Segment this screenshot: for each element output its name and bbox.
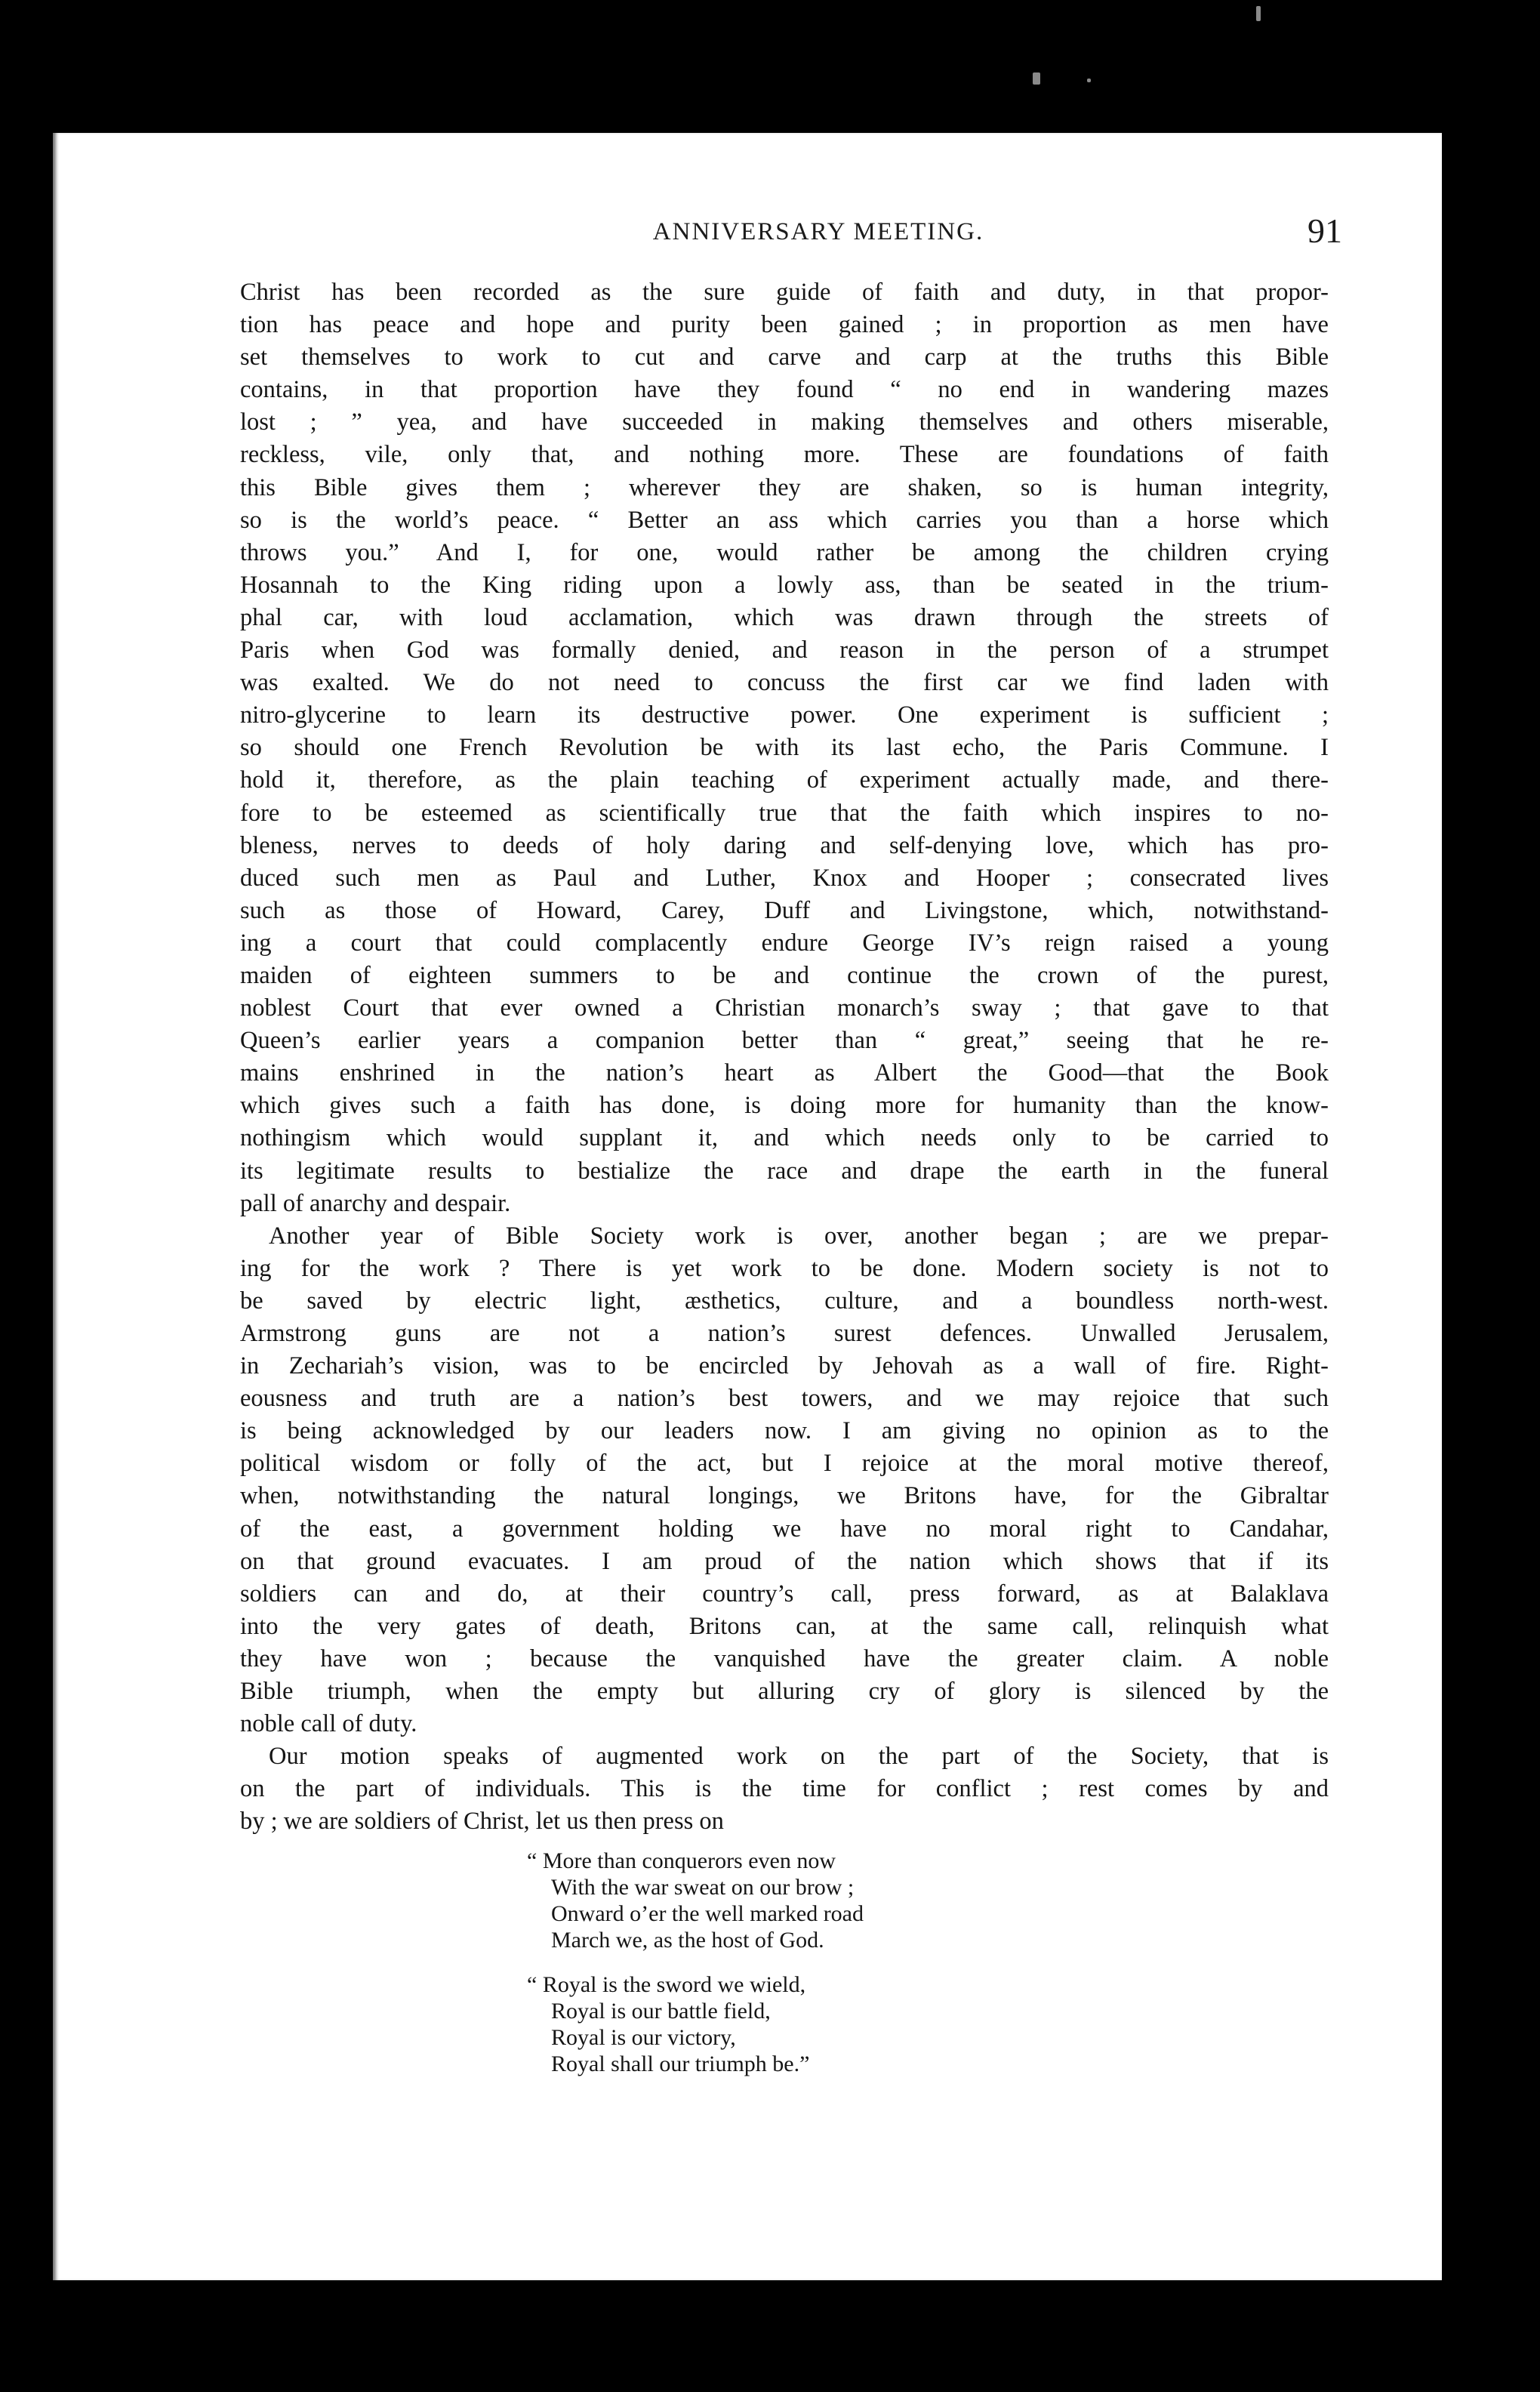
body-text: [240, 276, 1329, 2095]
poem-line: March we, as the host of God.: [551, 1927, 824, 1953]
text-line: ing for the work ? There is yet work to be done. Modern society is not to: [240, 1254, 1329, 1282]
poem-line: “ Royal is the sword we wield,: [527, 1971, 806, 1997]
paragraph: [240, 1740, 1329, 1838]
poem: [527, 1848, 1329, 2077]
text-line: this Bible gives them ; wherever they are shaken, so is human integrity,: [240, 473, 1329, 501]
text-line: its legitimate results to bestialize the race and drape the earth in the funeral: [240, 1157, 1329, 1185]
book-page: [53, 133, 1442, 2280]
text-line: Paris when God was formally denied, and reason in the person of a strumpet: [240, 637, 1329, 664]
page-header: [294, 211, 1342, 256]
text-line: by ; we are soldiers of Christ, let us then press on: [240, 1808, 724, 1836]
text-line: maiden of eighteen summers to be and continue the crown of the purest,: [240, 961, 1329, 989]
text-line: into the very gates of death, Britons can, at the same call, relinquish what: [240, 1612, 1329, 1640]
text-line: which gives such a faith has done, is doing more for humanity than the know-: [240, 1092, 1329, 1120]
text-line: on that ground evacuates. I am proud of the nation which shows that if its: [240, 1547, 1329, 1575]
poem-line: Onward o’er the well marked road: [551, 1900, 864, 1926]
poem-line: Royal is our victory,: [551, 2024, 736, 2050]
text-line: Christ has been recorded as the sure guide of faith and duty, in that propor-: [240, 279, 1329, 306]
text-line: set themselves to work to cut and carve and carp at the truths this Bible: [240, 344, 1329, 371]
text-line: Armstrong guns are not a nation’s surest defences. Unwalled Jerusalem,: [240, 1320, 1329, 1347]
text-line: is being acknowledged by our leaders now. I am giving no opinion as to the: [240, 1417, 1329, 1445]
text-line: contains, in that proportion have they found “ no end in wandering mazes: [240, 376, 1329, 404]
page-number: 91: [1307, 211, 1342, 250]
poem-line: With the war sweat on our brow ;: [551, 1874, 855, 1900]
running-head: ANNIVERSARY MEETING.: [652, 218, 984, 245]
text-line: soldiers can and do, at their country’s call, press forward, as at Balaklava: [240, 1580, 1329, 1608]
text-line: of the east, a government holding we have no moral right to Candahar,: [240, 1515, 1329, 1543]
text-line: eousness and truth are a nation’s best towers, and we may rejoice that such: [240, 1385, 1329, 1413]
scan-speck: [1087, 79, 1091, 82]
text-line: Hosannah to the King riding upon a lowly ass, than be seated in the trium-: [240, 571, 1329, 599]
text-line: duced such men as Paul and Luther, Knox and Hooper ; consecrated lives: [240, 864, 1329, 892]
text-line: bleness, nerves to deeds of holy daring and self-denying love, which has pro-: [240, 831, 1329, 859]
text-line: so is the world’s peace. “ Better an ass which carries you than a horse which: [240, 506, 1329, 534]
text-line: fore to be esteemed as scientifically true that the faith which inspires to no-: [240, 799, 1329, 827]
paragraph: [240, 1220, 1329, 1741]
text-line: noble call of duty.: [240, 1710, 417, 1738]
paragraph: [240, 276, 1329, 1220]
text-line: hold it, therefore, as the plain teaching of experiment actually made, and there-: [240, 766, 1329, 794]
text-line: on the part of individuals. This is the time for conflict ; rest comes by and: [240, 1775, 1329, 1803]
poem-line: Royal is our battle field,: [551, 1998, 771, 2024]
poem-line: Royal shall our triumph be.”: [551, 2051, 810, 2076]
scan-speck: [1256, 6, 1261, 21]
text-line: mains enshrined in the nation’s heart as Albert the Good—that the Book: [240, 1059, 1329, 1087]
text-line: so should one French Revolution be with its last echo, the Paris Commune. I: [240, 734, 1329, 762]
text-line: tion has peace and hope and purity been gained ; in proportion as men have: [240, 311, 1329, 339]
text-line: in Zechariah’s vision, was to be encircled by Jehovah as a wall of fire. Right-: [240, 1352, 1329, 1380]
poem-stanza: [527, 1848, 1329, 1953]
text-line: Our motion speaks of augmented work on the part of the Society, that is: [269, 1743, 1329, 1771]
text-line: throws you.” And I, for one, would rather be among the children crying: [240, 538, 1329, 566]
text-line: Bible triumph, when the empty but alluring cry of glory is silenced by the: [240, 1678, 1329, 1706]
text-line: when, notwithstanding the natural longings, we Britons have, for the Gibraltar: [240, 1482, 1329, 1510]
text-line: such as those of Howard, Carey, Duff and Livingstone, which, notwithstand-: [240, 896, 1329, 924]
text-line: they have won ; because the vanquished have the greater claim. A noble: [240, 1644, 1329, 1672]
text-line: nitro-glycerine to learn its destructive power. One experiment is sufficient ;: [240, 701, 1329, 729]
text-line: lost ; ” yea, and have succeeded in making themselves and others miserable,: [240, 408, 1329, 436]
text-line: pall of anarchy and despair.: [240, 1189, 511, 1217]
text-line: was exalted. We do not need to concuss the first car we find laden with: [240, 669, 1329, 697]
text-line: ing a court that could complacently endure George IV’s reign raised a young: [240, 929, 1329, 957]
poem-stanza: [527, 1971, 1329, 2077]
text-line: Queen’s earlier years a companion better than “ great,” seeing that he re-: [240, 1027, 1329, 1055]
text-line: phal car, with loud acclamation, which was drawn through the streets of: [240, 603, 1329, 631]
text-line: noblest Court that ever owned a Christian monarch’s sway ; that gave to that: [240, 994, 1329, 1022]
text-line: reckless, vile, only that, and nothing more. These are foundations of faith: [240, 441, 1329, 469]
text-line: be saved by electric light, æsthetics, culture, and a boundless north-west.: [240, 1287, 1329, 1315]
poem-line: “ More than conquerors even now: [527, 1848, 836, 1873]
text-line: political wisdom or folly of the act, but I rejoice at the moral motive thereof,: [240, 1450, 1329, 1478]
text-line: nothingism which would supplant it, and which needs only to be carried to: [240, 1124, 1329, 1152]
text-line: Another year of Bible Society work is over, another began ; are we prepar-: [269, 1222, 1329, 1250]
scan-speck: [1033, 72, 1040, 85]
